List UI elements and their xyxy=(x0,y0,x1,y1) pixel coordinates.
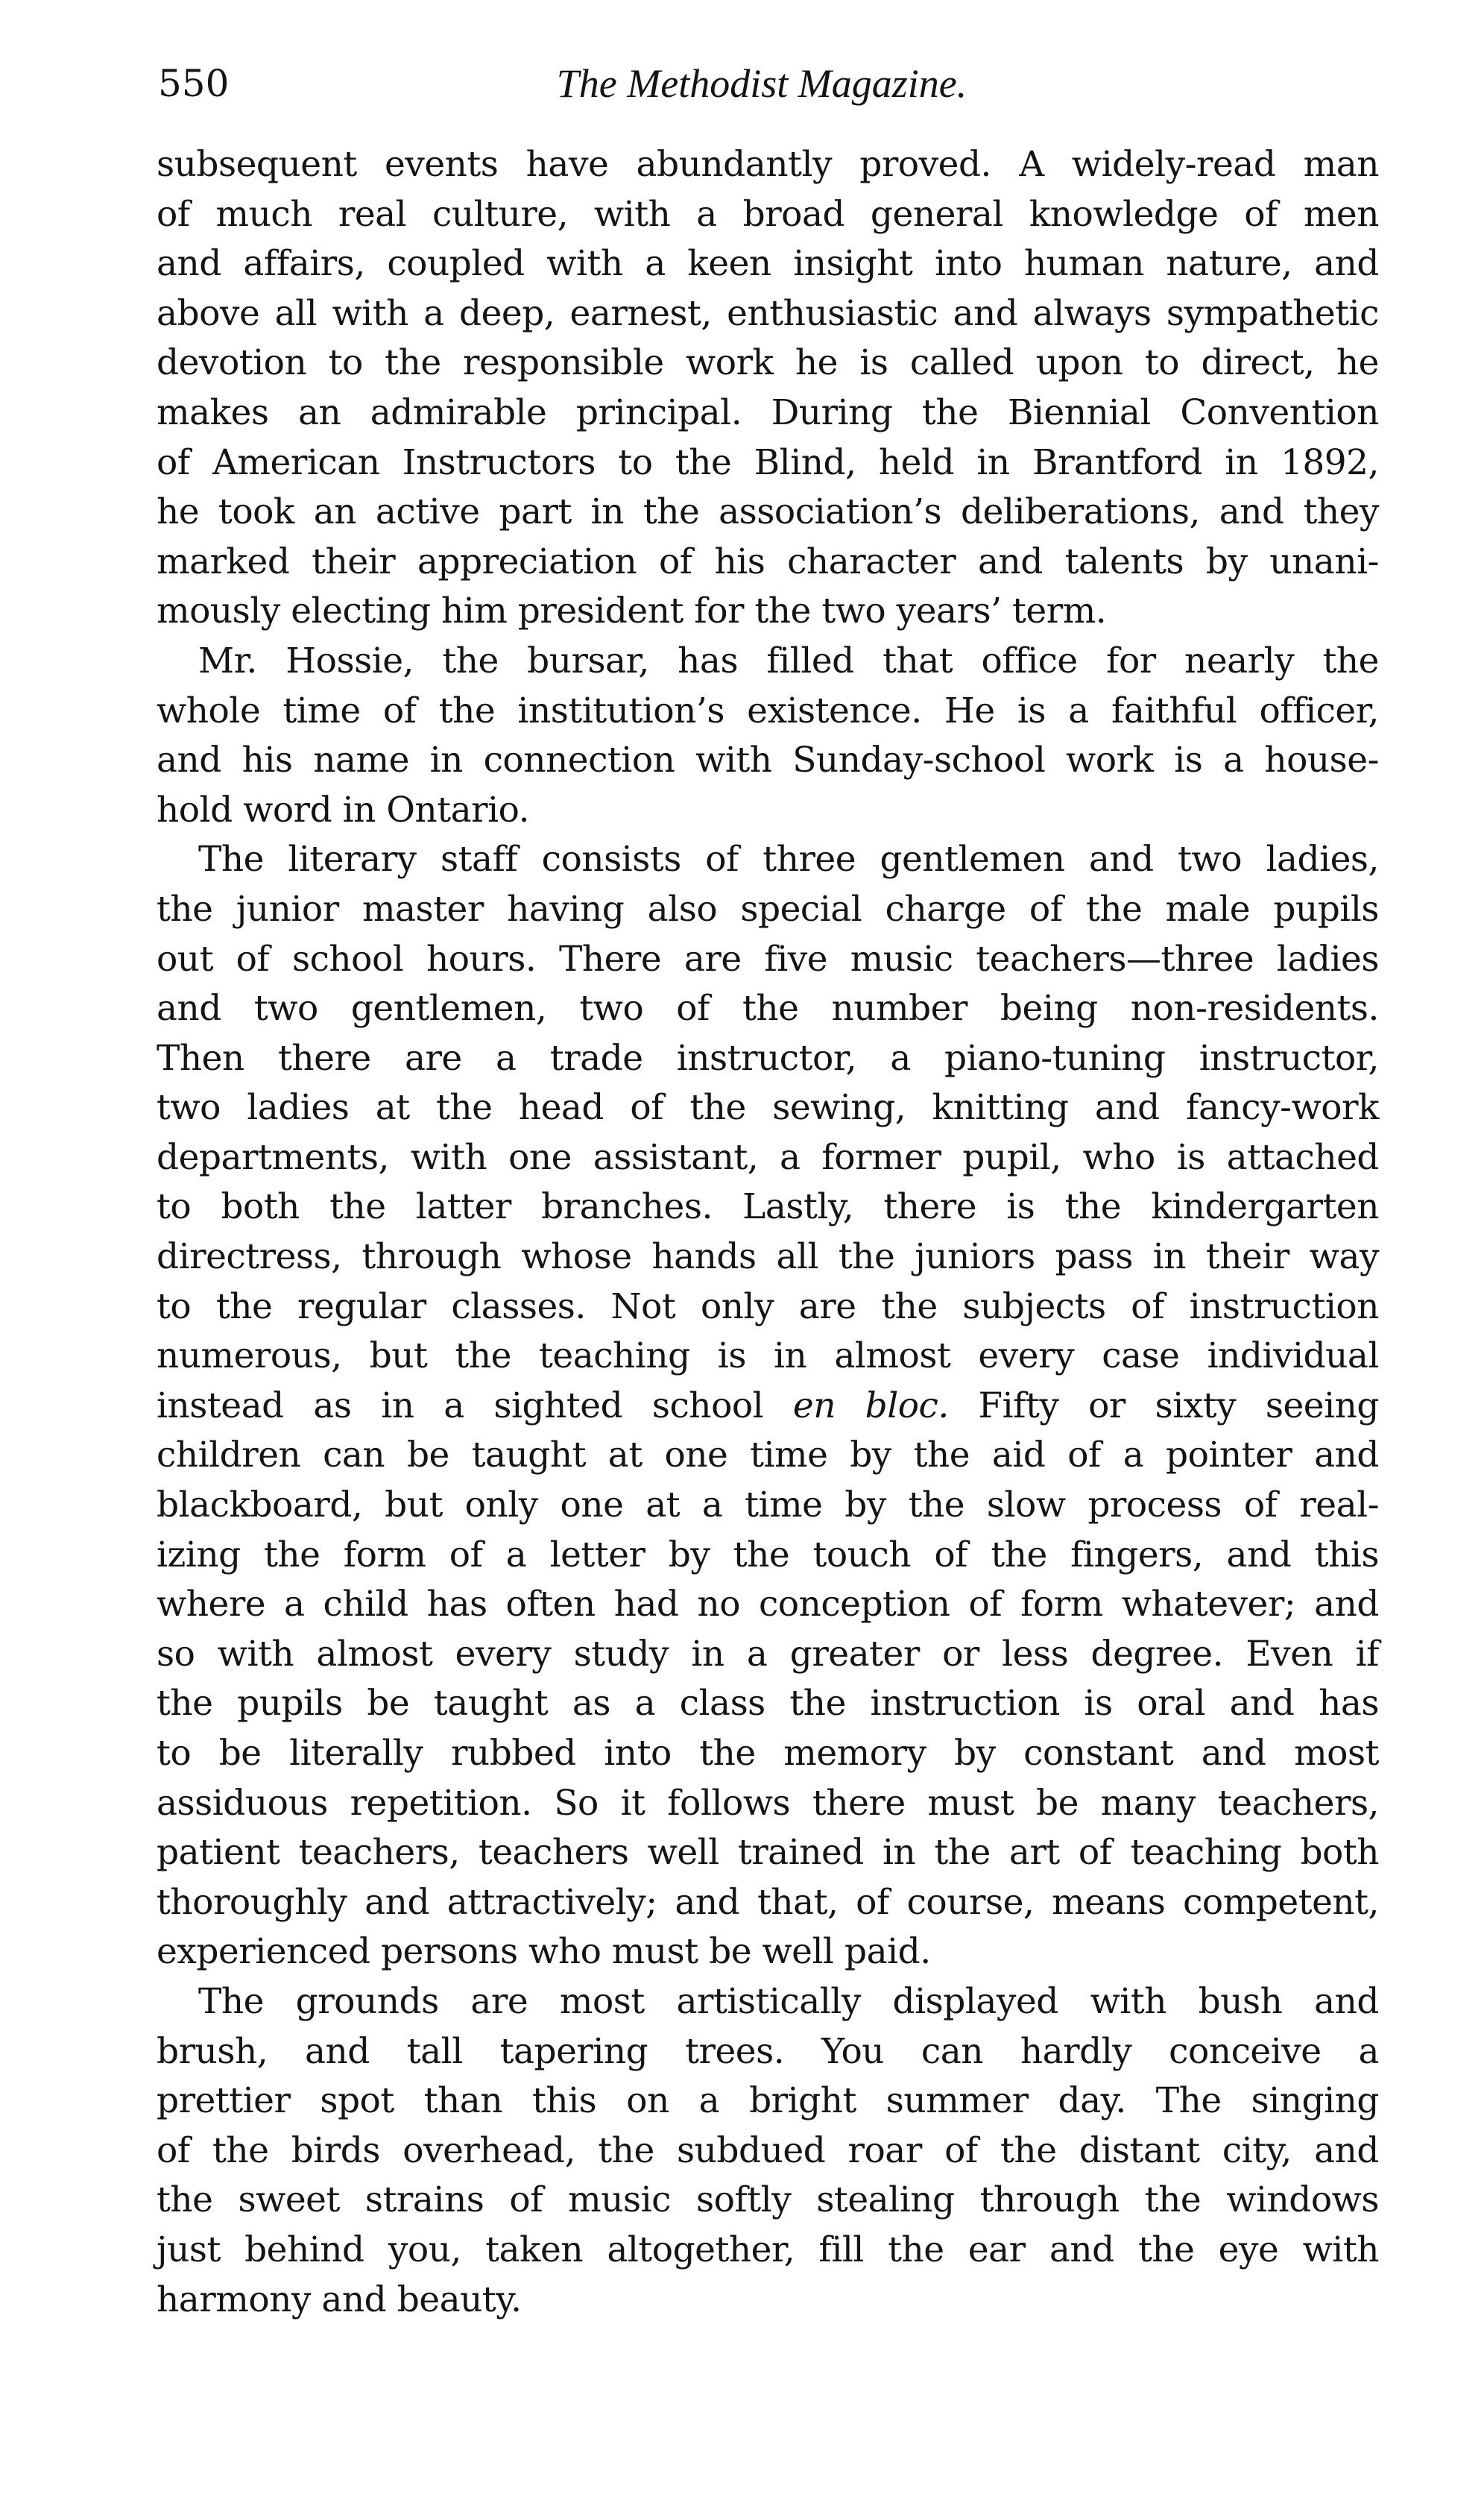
article-body xyxy=(157,140,1379,2325)
text-run: instead as in a sighted school xyxy=(157,1385,793,1426)
text-line: patient teachers, teachers well trained in the art of teaching both xyxy=(157,1832,1379,1874)
paragraph-3 xyxy=(157,835,1379,1977)
paragraph-1 xyxy=(157,140,1379,637)
text-line: the pupils be taught as a class the instruction is oral and has xyxy=(157,1683,1379,1725)
text-line: brush, and tall tapering trees. You can hardly conceive a xyxy=(157,2030,1379,2072)
text-line: to both the latter branches. Lastly, there is the kindergarten xyxy=(157,1186,1379,1228)
text-line: marked their appreciation of his character and talents by unani- xyxy=(157,541,1379,582)
text-line: harmony and beauty. xyxy=(157,2279,522,2320)
running-title: The Methodist Magazine. xyxy=(556,61,967,106)
text-line: and two gentlemen, two of the number being non-residents. xyxy=(157,988,1379,1030)
text-line: and affairs, coupled with a keen insight into human nature, and xyxy=(157,243,1379,285)
italic-phrase: en bloc. xyxy=(792,1385,949,1426)
text-line: directress, through whose hands all the juniors pass in their way xyxy=(157,1236,1379,1278)
text-line: The grounds are most artistically displayed with bush and xyxy=(198,1980,1379,2022)
text-line: makes an admirable principal. During the Biennial Convention xyxy=(157,391,1379,433)
text-line: mously electing him president for the two years’ term. xyxy=(157,591,1107,632)
text-line: to be literally rubbed into the memory by constant and most xyxy=(157,1733,1379,1774)
text-line: the junior master having also special charge of the male pupils xyxy=(157,888,1379,930)
text-line: two ladies at the head of the sewing, knitting and fancy-work xyxy=(157,1087,1379,1129)
text-line: out of school hours. There are five music teachers—three ladies xyxy=(157,938,1379,980)
text-line: of American Instructors to the Blind, held in Brantford in 1892, xyxy=(157,441,1379,483)
text-line: Then there are a trade instructor, a piano-tuning instructor, xyxy=(157,1037,1379,1079)
text-line: and his name in connection with Sunday-school work is a house- xyxy=(157,740,1379,781)
text-line: of the birds overhead, the subdued roar of the distant city, and xyxy=(157,2129,1379,2171)
page-header xyxy=(158,54,1365,113)
text-line: thoroughly and attractively; and that, of course, means competent, xyxy=(157,1881,1379,1923)
text-line: where a child has often had no conception of form whatever; and xyxy=(157,1584,1379,1625)
text-line: izing the form of a letter by the touch of the fingers, and this xyxy=(157,1534,1379,1575)
text-line: blackboard, but only one at a time by the slow process of real- xyxy=(157,1484,1379,1526)
text-line: children can be taught at one time by the aid of a pointer and xyxy=(157,1435,1379,1476)
text-line: devotion to the responsible work he is called upon to direct, he xyxy=(157,342,1379,384)
text-line: prettier spot than this on a bright summer day. The singing xyxy=(157,2080,1379,2122)
text-line: so with almost every study in a greater or less degree. Even if xyxy=(157,1633,1379,1675)
text-line: whole time of the institution’s existence. He is a faithful officer, xyxy=(157,690,1379,731)
text-line: hold word in Ontario. xyxy=(157,789,530,831)
text-line: he took an active part in the association’s deliberations, and they xyxy=(157,491,1379,533)
text-line-with-italic xyxy=(157,1382,1379,1432)
text-run: Fifty or sixty seeing xyxy=(948,1385,1379,1426)
paragraph-4 xyxy=(157,1977,1379,2325)
text-line: to the regular classes. Not only are the subjects of instruction xyxy=(157,1285,1379,1327)
text-line: the sweet strains of music softly stealing through the windows xyxy=(157,2179,1379,2221)
page-number: 550 xyxy=(158,62,230,105)
text-line: assiduous repetition. So it follows there must be many teachers, xyxy=(157,1782,1379,1824)
text-line: experienced persons who must be well paid. xyxy=(157,1931,931,1973)
text-line: Mr. Hossie, the bursar, has filled that office for nearly the xyxy=(198,640,1379,681)
text-line: of much real culture, with a broad general knowledge of men xyxy=(157,193,1379,235)
text-line: The literary staff consists of three gentlemen and two ladies, xyxy=(198,839,1379,881)
paragraph-2 xyxy=(157,637,1379,835)
text-line: above all with a deep, earnest, enthusiastic and always sympathetic xyxy=(157,292,1379,334)
text-line: departments, with one assistant, a former pupil, who is attached xyxy=(157,1136,1379,1178)
text-line: subsequent events have abundantly proved. A widely-read man xyxy=(157,144,1379,185)
text-line: numerous, but the teaching is in almost every case individual xyxy=(157,1335,1379,1377)
text-line: just behind you, taken altogether, fill the ear and the eye with xyxy=(157,2229,1379,2270)
